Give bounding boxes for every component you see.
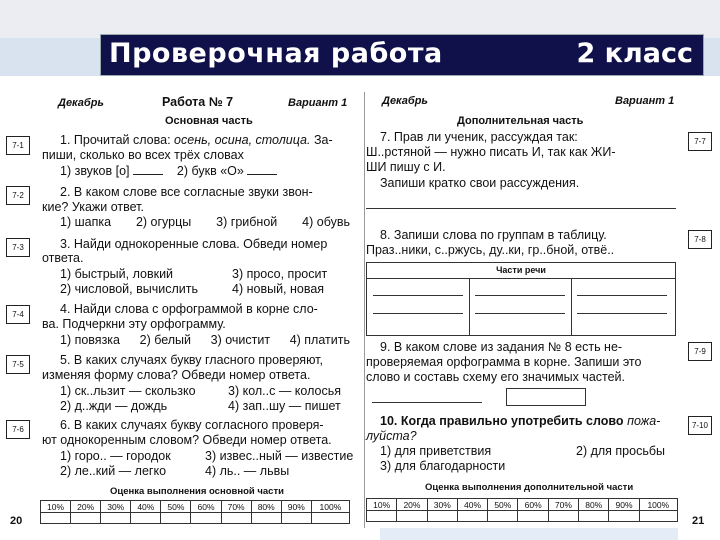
- percent-cell: 10%: [367, 499, 397, 511]
- left-page-number: 20: [10, 515, 23, 527]
- table-write-line[interactable]: [475, 313, 565, 314]
- word-scheme-box[interactable]: [506, 388, 586, 406]
- q6-option-3: 3) извес..ный — известие: [205, 449, 354, 463]
- q6-option-4: 4) ль.. — львы: [205, 464, 290, 478]
- q2-options: 1) шапка 2) огурцы 3) грибной 4) обувь: [60, 215, 350, 229]
- grade-cell[interactable]: [191, 513, 221, 524]
- right-grade-table: [366, 498, 678, 522]
- grade-cell[interactable]: [131, 513, 161, 524]
- grade-cell[interactable]: [548, 511, 578, 522]
- grade-cell[interactable]: [457, 511, 487, 522]
- q6-line1: 6. В каких случаях букву согласного проверя-: [60, 418, 324, 432]
- table-write-line[interactable]: [373, 313, 463, 314]
- percent-cell: 80%: [251, 501, 281, 513]
- table-write-line[interactable]: [373, 295, 463, 296]
- marker-7-4: 7-4: [6, 305, 30, 324]
- page-divider: [364, 92, 365, 528]
- q2-line2: кие? Укажи ответ.: [42, 200, 144, 214]
- table-column-divider: [469, 278, 470, 335]
- q9-line1: 9. В каком слове из задания № 8 есть не-: [380, 340, 623, 354]
- grade-cell[interactable]: [518, 511, 548, 522]
- table-write-line[interactable]: [577, 295, 667, 296]
- grade-cell[interactable]: [367, 511, 397, 522]
- table-header: Части речи: [496, 265, 546, 275]
- answer-blank[interactable]: [247, 163, 277, 175]
- q3-line2: ответа.: [42, 251, 84, 265]
- percent-cell: 60%: [518, 499, 548, 511]
- q8-line1: 8. Запиши слова по группам в таблицу.: [380, 228, 607, 242]
- grade-cell[interactable]: [41, 513, 71, 524]
- q1-line1: 1. Прочитай слова: осень, осина, столица. За-: [60, 133, 333, 147]
- q3-line1: 3. Найди однокоренные слова. Обведи номер: [60, 237, 328, 251]
- percent-cell: 30%: [101, 501, 131, 513]
- q7-line1: 7. Прав ли ученик, рассуждая так:: [380, 130, 578, 144]
- q10-option-2: 2) для просьбы: [576, 444, 665, 458]
- q2-line1: 2. В каком слове все согласные звуки звон-: [60, 185, 313, 199]
- q3-option-2: 2) числовой, вычислить: [60, 282, 198, 296]
- right-page-number: 21: [692, 515, 705, 527]
- q9-line3: слово и составь схему его значимых частей.: [366, 370, 626, 384]
- percent-cell: 90%: [609, 499, 639, 511]
- q9-answer-line[interactable]: [372, 402, 482, 403]
- q5-line2: изменяя форму слова? Обведи номер ответа.: [42, 368, 311, 382]
- right-month: Декабрь: [382, 95, 428, 107]
- grade-input-row: [41, 513, 350, 524]
- grade-cell[interactable]: [71, 513, 101, 524]
- q10-line1: 10. Когда правильно употребить слово пожа-: [380, 414, 661, 428]
- q7-answer-line[interactable]: [366, 208, 676, 209]
- q10-option-3: 3) для благодарности: [380, 459, 506, 473]
- q3-option-1: 1) быстрый, ловкий: [60, 267, 174, 281]
- table-write-line[interactable]: [577, 313, 667, 314]
- percent-cell: 10%: [41, 501, 71, 513]
- marker-7-1: 7-1: [6, 136, 30, 155]
- percent-cell: 40%: [131, 501, 161, 513]
- table-column-divider: [571, 278, 572, 335]
- marker-7-7: 7-7: [688, 132, 712, 151]
- marker-7-6: 7-6: [6, 420, 30, 439]
- marker-7-9: 7-9: [688, 342, 712, 361]
- right-variant: Вариант 1: [615, 95, 675, 107]
- q1-line2: пиши, сколько во всех трёх словах: [42, 148, 244, 162]
- right-grade-title: Оценка выполнения дополнительной части: [425, 482, 634, 493]
- q4-options: 1) повязка 2) белый 3) очистит 4) платить: [60, 333, 350, 347]
- marker-7-2: 7-2: [6, 186, 30, 205]
- grade-cell[interactable]: [427, 511, 457, 522]
- percent-cell: 70%: [221, 501, 251, 513]
- grade-cell[interactable]: [609, 511, 639, 522]
- percent-row: [367, 499, 678, 511]
- right-section-title: Дополнительная часть: [457, 115, 584, 127]
- q10-option-1: 1) для приветствия: [380, 444, 492, 458]
- grade-cell[interactable]: [488, 511, 518, 522]
- marker-7-5: 7-5: [6, 355, 30, 374]
- q8-line2: Праз..ники, с..ржусь, ду..ки, гр..бной, отвё..: [366, 243, 615, 257]
- percent-cell: 40%: [457, 499, 487, 511]
- percent-cell: 80%: [579, 499, 609, 511]
- top-band: [0, 0, 720, 38]
- banner-grade: 2 класс: [576, 38, 693, 69]
- grade-cell[interactable]: [161, 513, 191, 524]
- q5-option-4: 4) зап..шу — пишет: [228, 399, 341, 413]
- percent-cell: 60%: [191, 501, 221, 513]
- left-grade-title: Оценка выполнения основной части: [110, 486, 284, 497]
- percent-cell: 100%: [311, 501, 349, 513]
- grade-cell[interactable]: [639, 511, 677, 522]
- grade-cell[interactable]: [221, 513, 251, 524]
- table-write-line[interactable]: [475, 295, 565, 296]
- percent-cell: 70%: [548, 499, 578, 511]
- marker-7-3: 7-3: [6, 238, 30, 257]
- marker-7-8: 7-8: [688, 230, 712, 249]
- bottom-strip: [380, 528, 678, 540]
- q1-options: 1) звуков [о] 2) букв «О»: [60, 163, 277, 179]
- q5-line1: 5. В каких случаях букву гласного проверяют,: [60, 353, 323, 367]
- q6-option-1: 1) горо.. — городок: [60, 449, 171, 463]
- percent-cell: 90%: [281, 501, 311, 513]
- percent-cell: 20%: [71, 501, 101, 513]
- table-divider: [367, 278, 675, 279]
- q5-option-3: 3) кол..с — колосья: [228, 384, 342, 398]
- left-month: Декабрь: [58, 97, 104, 109]
- marker-7-10: 7-10: [688, 416, 712, 435]
- parts-of-speech-table: [366, 262, 676, 336]
- left-section-title: Основная часть: [165, 115, 253, 127]
- left-variant: Вариант 1: [288, 97, 348, 109]
- q4-line1: 4. Найди слова с орфограммой в корне сло-: [60, 302, 318, 316]
- q7-line2: Ш..рстяной — нужно писать И, так как ЖИ-: [366, 145, 616, 159]
- q7-line3: ШИ пишу с И.: [366, 160, 446, 174]
- q6-option-2: 2) ле..кий — легко: [60, 464, 167, 478]
- q7-line4: Запиши кратко свои рассуждения.: [380, 176, 580, 190]
- percent-cell: 30%: [427, 499, 457, 511]
- grade-cell[interactable]: [311, 513, 349, 524]
- q5-option-1: 1) ск..льзит — скользко: [60, 384, 196, 398]
- q4-line2: ва. Подчеркни эту орфограмму.: [42, 317, 226, 331]
- banner-title: Проверочная работа: [109, 38, 443, 69]
- percent-cell: 100%: [639, 499, 677, 511]
- grade-input-row: [367, 511, 678, 522]
- q3-option-3: 3) просо, просит: [232, 267, 328, 281]
- q10-line2: луйста?: [366, 429, 417, 443]
- percent-cell: 50%: [161, 501, 191, 513]
- grade-cell[interactable]: [101, 513, 131, 524]
- answer-blank[interactable]: [133, 163, 163, 175]
- q9-line2: проверяемая орфограмма в корне. Запиши это: [366, 355, 642, 369]
- grade-cell[interactable]: [251, 513, 281, 524]
- grade-cell[interactable]: [579, 511, 609, 522]
- percent-row: [41, 501, 350, 513]
- percent-cell: 20%: [397, 499, 427, 511]
- q6-line2: ют однокоренным словом? Обведи номер ответа.: [42, 433, 332, 447]
- left-grade-table: [40, 500, 350, 524]
- grade-cell[interactable]: [281, 513, 311, 524]
- title-banner: [100, 34, 704, 76]
- left-work-title: Работа № 7: [162, 95, 234, 109]
- q5-option-2: 2) д..жди — дождь: [60, 399, 168, 413]
- grade-cell[interactable]: [397, 511, 427, 522]
- q3-option-4: 4) новый, новая: [232, 282, 325, 296]
- percent-cell: 50%: [488, 499, 518, 511]
